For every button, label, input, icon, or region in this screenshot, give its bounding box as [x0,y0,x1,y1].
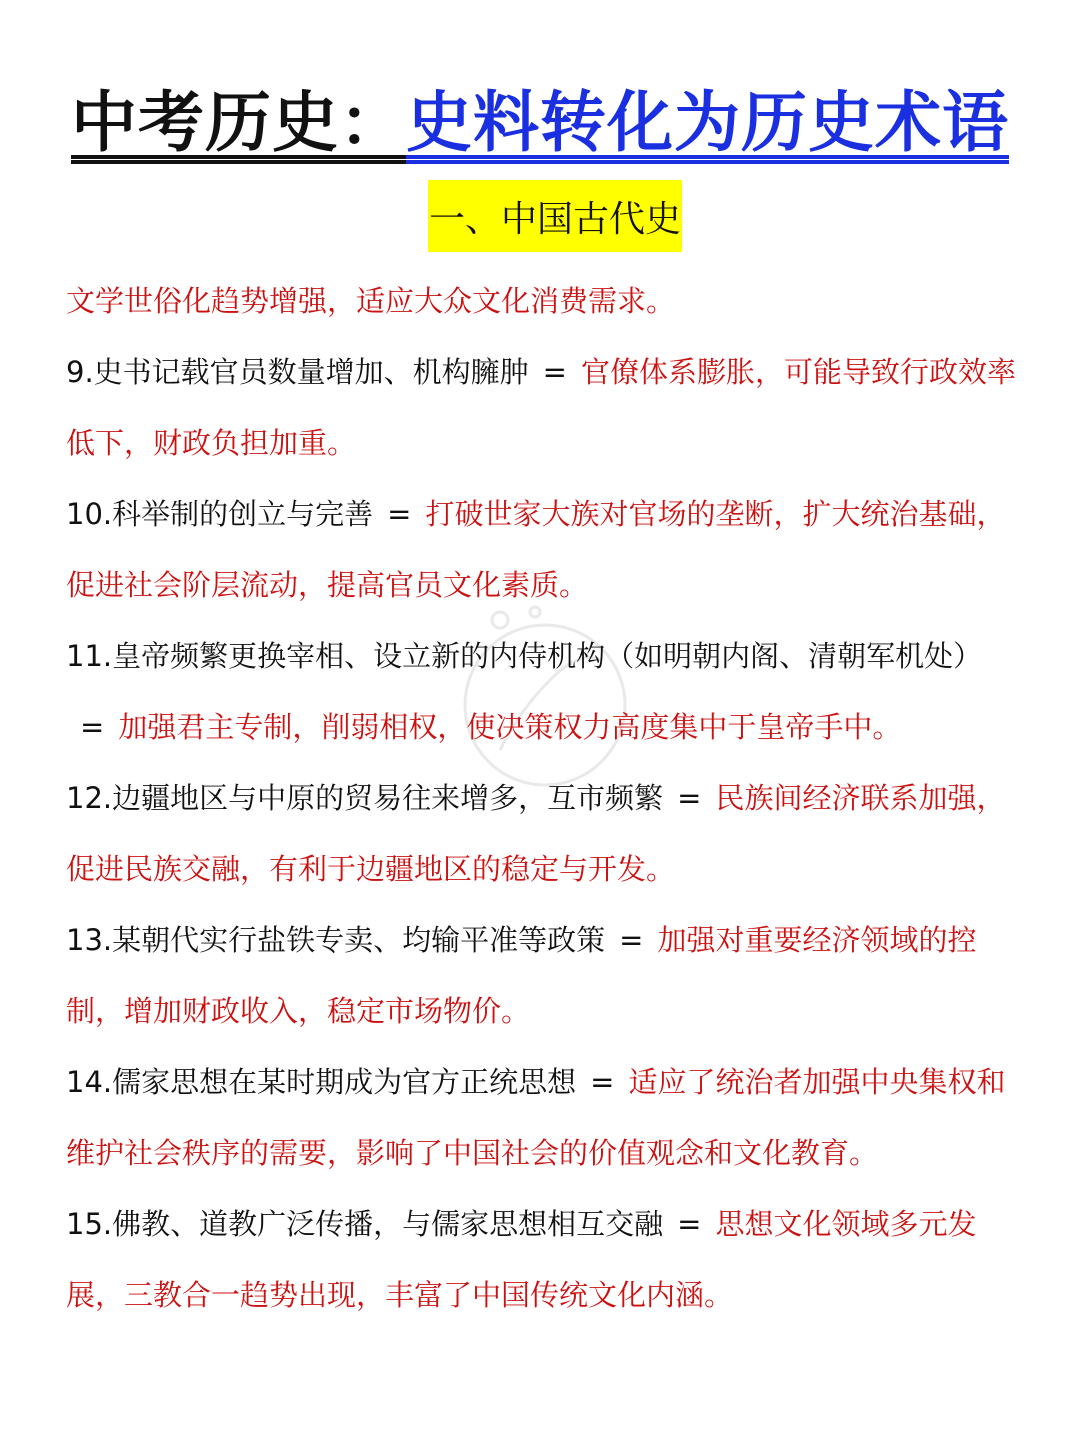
item-prefix: 11.皇帝频繁更换宰相、设立新的内侍机构（如明朝内阁、清朝军机处） [66,639,983,673]
list-item [66,1047,1022,1189]
section-heading: 一、中国古代史 [428,180,682,252]
item-prefix: 9.史书记载官员数量增加、机构臃肿 [66,355,529,389]
item-answer: 打破世家大族对官场的垄断，扩大统治基础，促进社会阶层流动，提高官员文化素质。 [66,497,1006,602]
page-title [0,78,1080,168]
item-answer: 文学世俗化趋势增强，适应大众文化消费需求。 [66,284,676,318]
equals-sign: = [590,1065,615,1099]
equals-sign: = [677,781,702,815]
item-prefix: 15.佛教、道教广泛传播，与儒家思想相互交融 [66,1207,664,1241]
title-prefix: 中考历史： [71,84,406,161]
equals-sign: = [80,710,105,744]
item-answer: 民族间经济联系加强，促进民族交融，有利于边疆地区的稳定与开发。 [66,781,1006,886]
list-item [66,479,1022,621]
item-prefix: 13.某朝代实行盐铁专卖、均输平准等政策 [66,923,606,957]
item-prefix: 12.边疆地区与中原的贸易往来增多，互市频繁 [66,781,664,815]
item-answer: 思想文化领域多元发展，三教合一趋势出现，丰富了中国传统文化内涵。 [66,1207,977,1312]
list-item [66,1189,1022,1331]
title-topic: 史料转化为历史术语 [406,84,1009,161]
equals-sign: = [542,355,567,389]
item-answer: 加强对重要经济领域的控制，增加财政收入，稳定市场物价。 [66,923,977,1028]
list-item [66,337,1022,479]
list-item [66,266,1022,337]
item-answer: 加强君主专制，削弱相权，使决策权力高度集中于皇帝手中。 [118,710,902,744]
list-item [66,763,1022,905]
list-item [66,905,1022,1047]
item-prefix: 10.科举制的创立与完善 [66,497,374,531]
equals-sign: = [387,497,412,531]
content-list [66,266,1022,1331]
item-prefix: 14.儒家思想在某时期成为官方正统思想 [66,1065,577,1099]
list-item [66,621,1022,763]
equals-sign: = [619,923,644,957]
equals-sign: = [677,1207,702,1241]
item-answer: 官僚体系膨胀，可能导致行政效率低下，财政负担加重。 [66,355,1016,460]
item-answer: 适应了统治者加强中央集权和维护社会秩序的需要，影响了中国社会的价值观念和文化教育。 [66,1065,1006,1170]
